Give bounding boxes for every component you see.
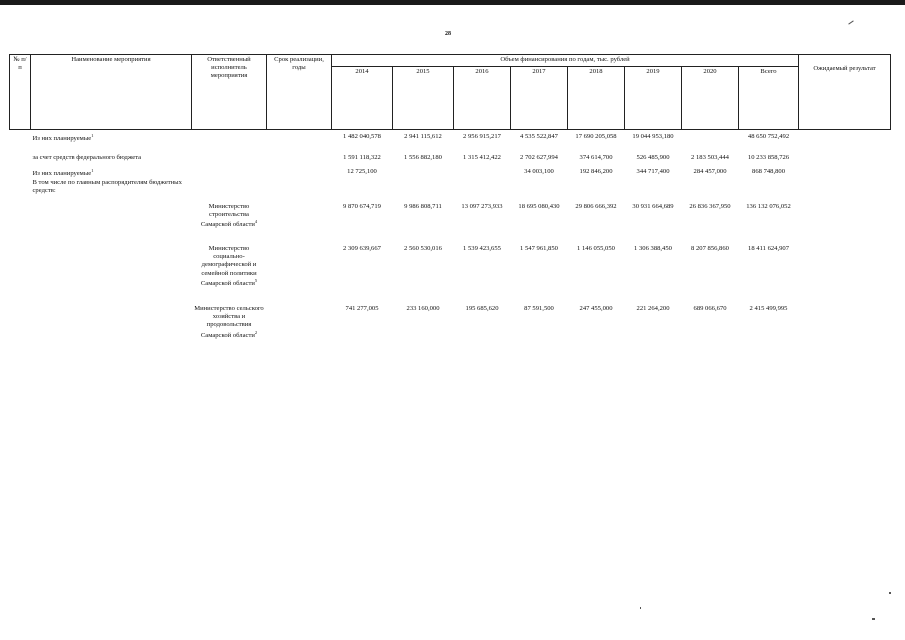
table-cell: 136 132 076,052 [746, 203, 791, 210]
table-header-row [10, 55, 891, 67]
table-cell: 2 560 530,016 [404, 245, 442, 252]
row-label: В том числе по главным распорядителям бюджетных средств: [32, 179, 182, 195]
table-cell: 1 315 412,422 [463, 154, 501, 161]
table-cell [682, 130, 739, 152]
page-number: 28 [445, 31, 451, 37]
funding-table [9, 54, 891, 365]
table-cell: 9 870 674,719 [343, 203, 381, 210]
table-cell: 741 277,005 [345, 305, 379, 312]
table-cell: 1 556 882,180 [404, 154, 442, 161]
table-cell: 1 482 040,578 [343, 133, 381, 140]
table-cell: 18 695 080,430 [518, 203, 560, 210]
table-cell: 233 160,000 [406, 305, 440, 312]
table-row [10, 179, 891, 203]
table-cell: 1 539 423,655 [463, 245, 501, 252]
table-row [10, 167, 891, 179]
table-cell: 689 066,670 [693, 305, 727, 312]
table-cell: 19 044 953,180 [632, 133, 674, 140]
table-cell: 344 717,400 [636, 168, 670, 175]
header-executor: Ответственный исполнитель мероприятия [192, 55, 267, 130]
table-cell: 87 591,500 [524, 305, 554, 312]
scan-top-border [0, 0, 905, 5]
table-cell: 247 455,000 [579, 305, 613, 312]
header-result: Ожидаемый результат [799, 55, 891, 130]
table-cell [454, 167, 511, 179]
header-total: Всего [739, 67, 799, 130]
table-cell: 1 146 055,050 [577, 245, 615, 252]
table-cell: 13 097 273,933 [461, 203, 503, 210]
table-cell: 374 614,700 [579, 154, 613, 161]
table-cell: 2 702 627,994 [520, 154, 558, 161]
table-cell: 30 931 664,689 [632, 203, 674, 210]
table-cell: 221 264,200 [636, 305, 670, 312]
ministry-name: Министерство социально-демографической и семейной политики Самарской области$^5$ [200, 245, 258, 288]
header-year: 2016 [454, 67, 511, 130]
table-cell: 18 411 624,907 [748, 245, 789, 252]
table-cell: 29 806 666,392 [575, 203, 617, 210]
table-cell [393, 167, 454, 179]
header-period: Срок реализации, годы [267, 55, 332, 130]
table-row [10, 305, 891, 365]
footnote-mark: 5 [254, 277, 258, 283]
table-cell: 12 725,100 [347, 168, 377, 175]
footnote-mark: 1 [91, 133, 94, 138]
header-year: 2014 [332, 67, 393, 130]
table-cell: 1 547 961,850 [520, 245, 558, 252]
header-name: Наименование мероприятия [31, 55, 192, 130]
footnote-mark: 4 [254, 219, 258, 225]
header-funding: Объем финансирования по годам, тыс. рублей [332, 55, 799, 67]
row-label: за счет средств федерального бюджета [32, 154, 142, 161]
table-cell: 2 941 115,612 [404, 133, 442, 140]
table-cell: 526 485,900 [636, 154, 670, 161]
footnote-mark: 1 [91, 168, 94, 173]
table-row [10, 245, 891, 305]
table-row [10, 203, 891, 245]
scan-speck [640, 607, 641, 609]
table-row [10, 130, 891, 152]
ministry-name: Министерство сельского хозяйства и продовольствия Самарской области$^2$ [194, 305, 264, 339]
table-cell: 195 685,620 [465, 305, 499, 312]
table-cell: 192 846,200 [579, 168, 613, 175]
table-cell: 1 306 388,450 [634, 245, 672, 252]
table-cell: 9 986 808,711 [404, 203, 442, 210]
header-year: 2018 [568, 67, 625, 130]
header-year: 2017 [511, 67, 568, 130]
table-cell: 2 309 639,667 [343, 245, 381, 252]
table-cell: 2 956 915,217 [463, 133, 501, 140]
scan-speck [889, 592, 891, 594]
table-cell: 48 650 752,492 [747, 133, 790, 140]
table-cell: 4 535 522,847 [520, 133, 558, 140]
table-cell: 2 183 503,444 [691, 154, 729, 161]
row-label: Из них планируемые$^1$ [32, 168, 94, 178]
row-label: Из них планируемые$^1$ [32, 133, 94, 143]
header-year: 2020 [682, 67, 739, 130]
footnote-mark: 2 [254, 329, 258, 335]
table-cell: 1 591 118,322 [343, 154, 381, 161]
table-cell: 10 233 858,726 [747, 154, 790, 161]
scan-speck [872, 618, 875, 620]
table-cell: 26 836 367,950 [689, 203, 731, 210]
header-year: 2019 [625, 67, 682, 130]
header-num: № п/п [10, 55, 31, 130]
table-cell: 2 415 499,995 [749, 305, 788, 312]
table-cell: 868 748,800 [752, 168, 785, 175]
table-cell: 284 457,000 [693, 168, 727, 175]
table-cell: 17 690 205,058 [575, 133, 617, 140]
table-cell: 34 003,100 [524, 168, 554, 175]
scan-speck [848, 20, 853, 24]
ministry-name: Министерство строительства Самарской области$^4$ [200, 203, 258, 229]
header-year: 2015 [393, 67, 454, 130]
table-row [10, 151, 891, 167]
table-cell: 8 207 856,860 [691, 245, 729, 252]
